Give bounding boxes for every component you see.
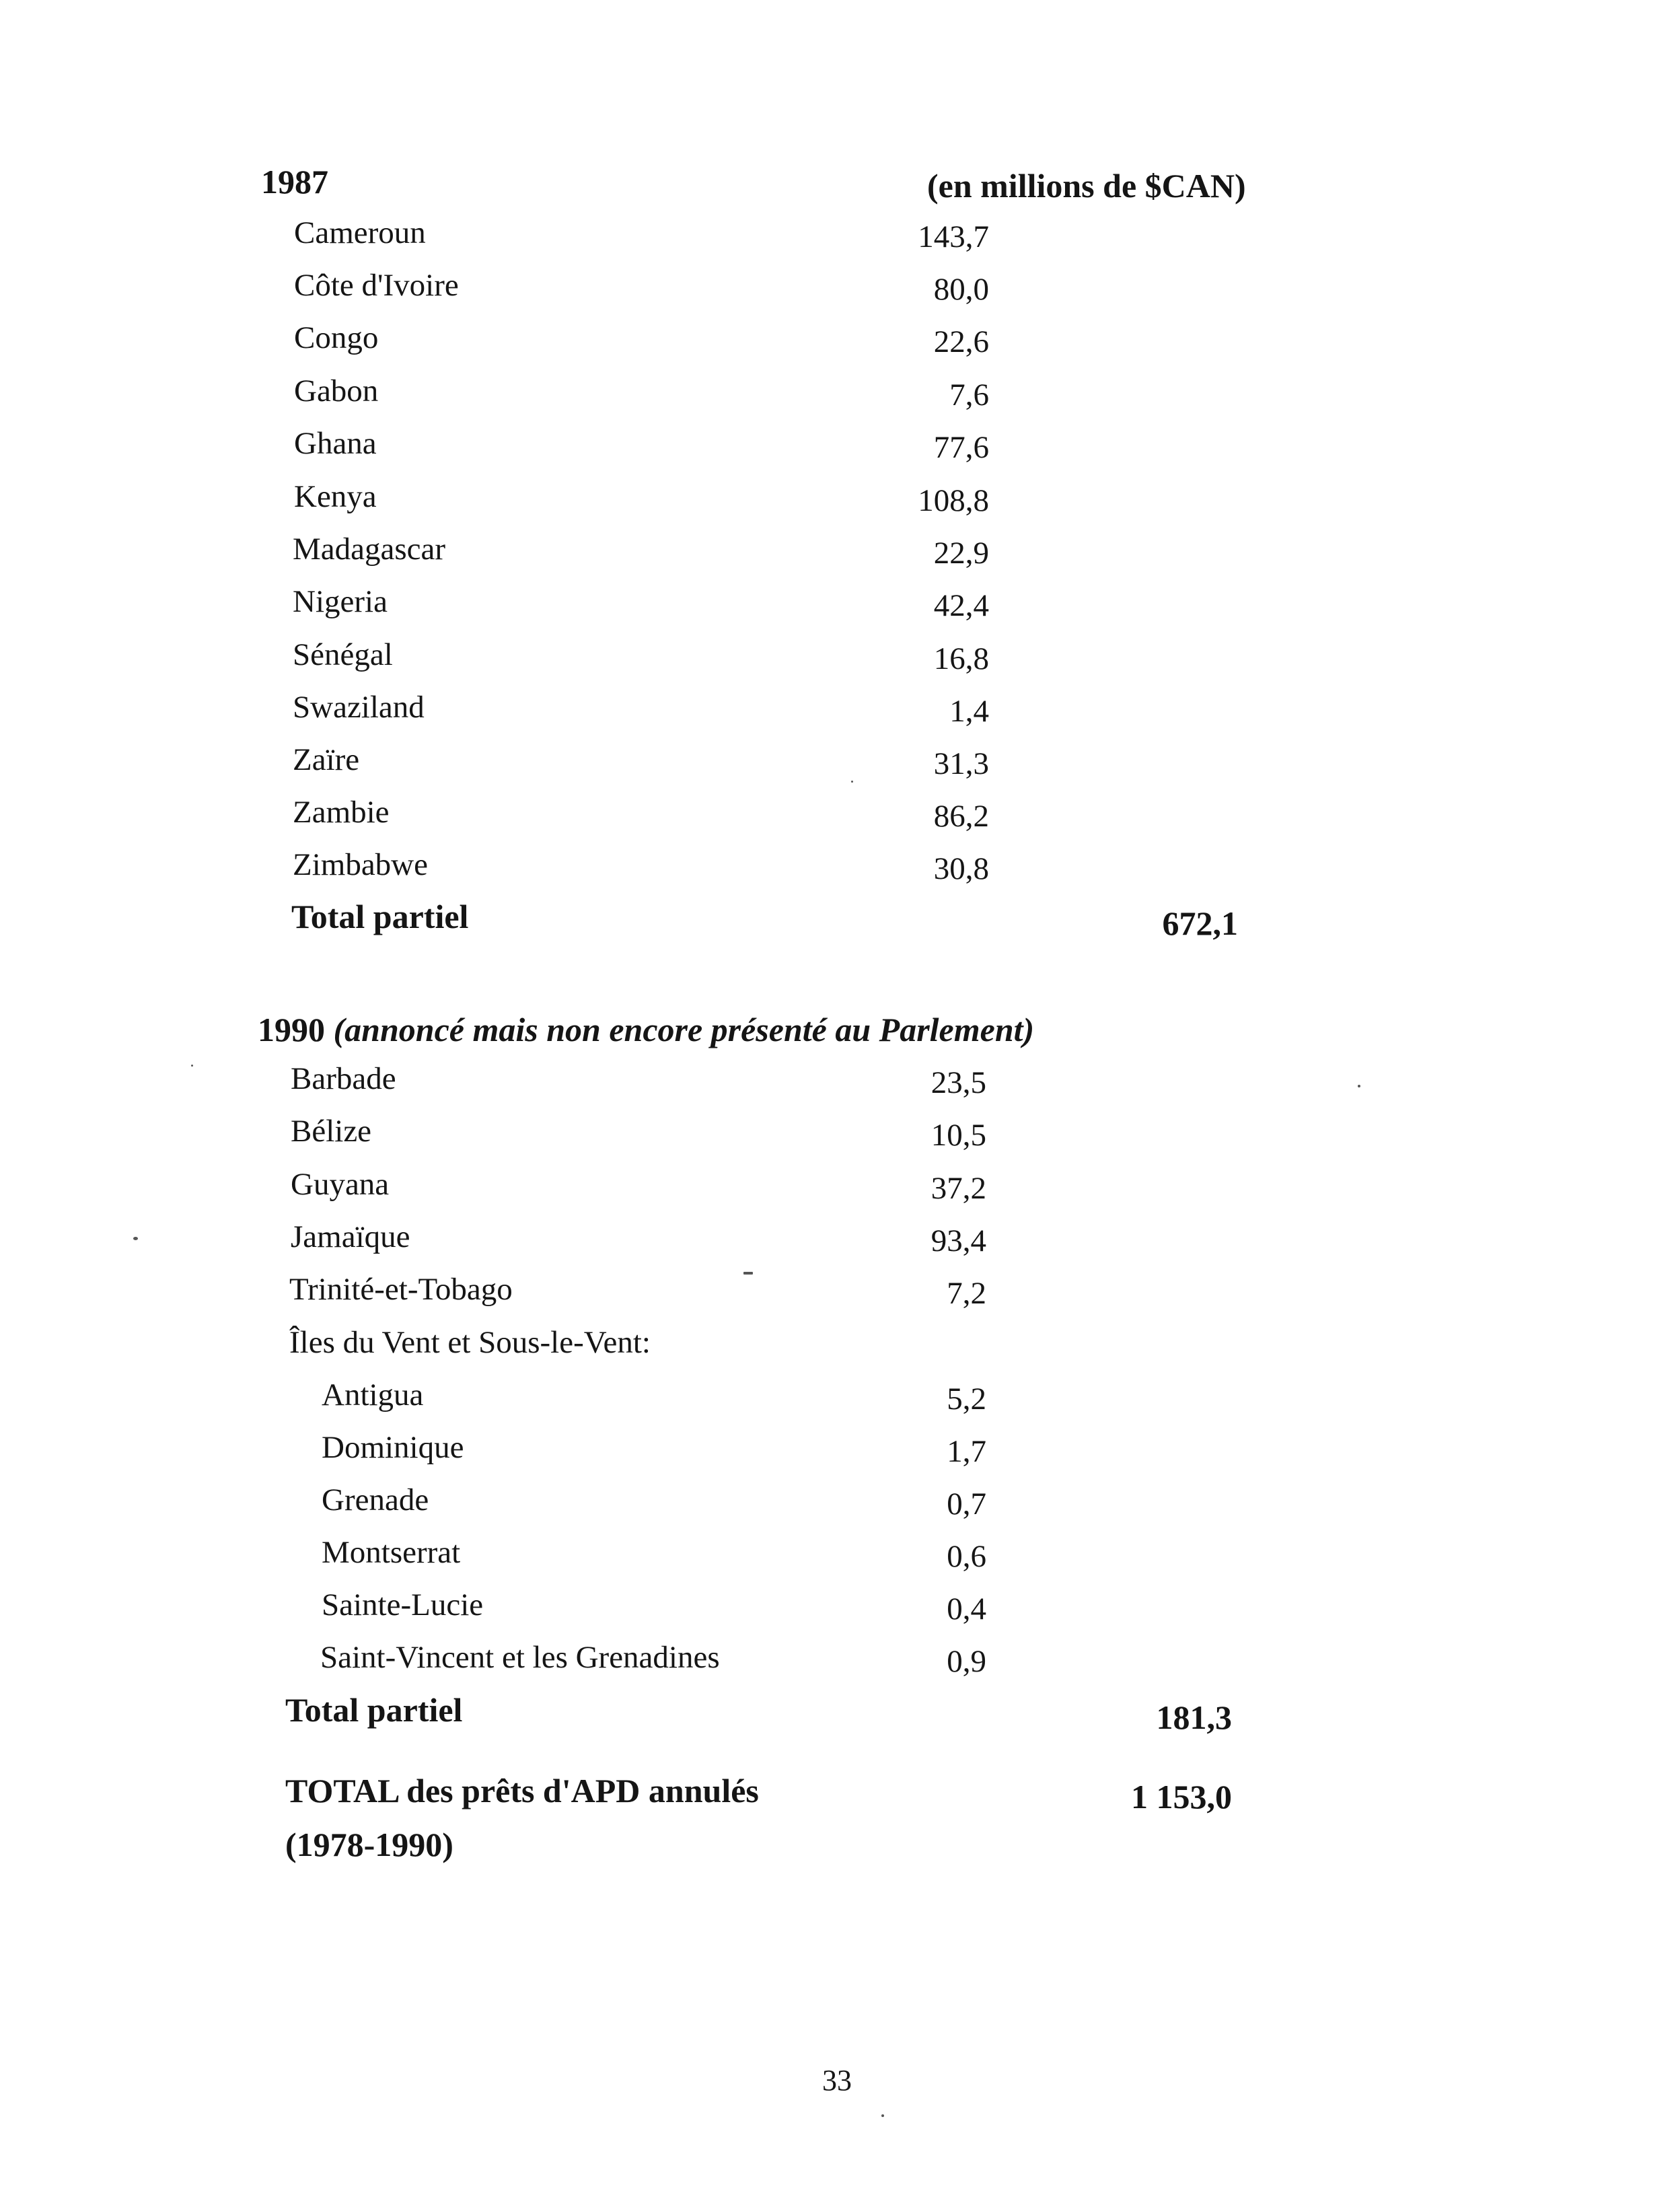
country-value: 143,7 <box>918 219 989 254</box>
scan-speck <box>1358 1085 1360 1087</box>
country-value: 86,2 <box>933 799 989 834</box>
country-label: Bélize <box>291 1114 372 1149</box>
country-label: Côte d'Ivoire <box>294 268 459 303</box>
country-label: Barbade <box>291 1061 396 1096</box>
section-1990-subtotal-value: 181,3 <box>1156 1698 1232 1736</box>
country-value: 37,2 <box>930 1171 986 1206</box>
section-1990-year: 1990 <box>258 1011 325 1048</box>
country-label: Jamaïque <box>291 1219 410 1254</box>
scan-speck <box>851 781 853 783</box>
country-value: 31,3 <box>933 746 989 781</box>
section-1990-note: (annoncé mais non encore présenté au Parlement) <box>333 1011 1035 1048</box>
country-value: 23,5 <box>930 1065 986 1100</box>
country-value: 16,8 <box>933 641 989 676</box>
country-label: Guyana <box>291 1167 390 1202</box>
unit-header: (en millions de $CAN) <box>927 167 1246 205</box>
country-value: 108,8 <box>918 483 989 518</box>
page-number: 33 <box>822 2064 852 2097</box>
scan-speck <box>133 1237 138 1240</box>
section-1990-heading <box>258 1013 1034 1046</box>
island-label: Montserrat <box>322 1535 461 1570</box>
country-label: Gabon <box>294 373 379 408</box>
country-label: Zaïre <box>293 742 360 777</box>
country-value: 42,4 <box>933 588 989 623</box>
country-value: 77,6 <box>933 430 989 465</box>
country-value: 1,4 <box>949 694 989 729</box>
country-label: Swaziland <box>293 690 425 725</box>
island-value: 5,2 <box>947 1382 986 1417</box>
island-value: 0,4 <box>947 1591 986 1626</box>
island-label: Sainte-Lucie <box>322 1587 484 1622</box>
grand-total-value: 1 153,0 <box>1131 1778 1232 1816</box>
island-value: 0,9 <box>947 1644 986 1679</box>
island-label: Grenade <box>322 1482 429 1517</box>
country-label: Zimbabwe <box>293 847 428 882</box>
island-value: 0,7 <box>947 1486 986 1521</box>
country-value: 22,6 <box>933 324 989 359</box>
group-label: Îles du Vent et Sous-le-Vent: <box>289 1325 651 1360</box>
country-value: 22,9 <box>933 536 989 571</box>
section-1987-year: 1987 <box>261 163 328 201</box>
scan-speck <box>191 1065 193 1067</box>
country-value: 7,6 <box>949 378 989 413</box>
section-1990-subtotal-label: Total partiel <box>285 1691 463 1729</box>
island-value: 0,6 <box>947 1539 986 1574</box>
island-label: Antigua <box>322 1377 424 1412</box>
section-1987-subtotal-value: 672,1 <box>1162 904 1238 942</box>
country-label: Kenya <box>294 479 377 514</box>
country-value: 93,4 <box>930 1223 986 1258</box>
country-label: Madagascar <box>293 532 446 567</box>
country-label: Nigeria <box>293 584 388 619</box>
country-label: Ghana <box>294 426 377 461</box>
island-label: Saint-Vincent et les Grenadines <box>320 1640 720 1675</box>
country-label: Cameroun <box>294 215 426 250</box>
grand-total-label-line2: (1978-1990) <box>285 1826 453 1863</box>
country-value: 7,2 <box>947 1276 986 1311</box>
country-value: 10,5 <box>930 1118 986 1153</box>
scan-speck <box>743 1272 753 1275</box>
country-label: Trinité-et-Tobago <box>289 1272 513 1307</box>
island-value: 1,7 <box>947 1434 986 1469</box>
section-1987-subtotal-label: Total partiel <box>291 898 469 935</box>
country-value: 80,0 <box>933 272 989 307</box>
country-value: 30,8 <box>933 851 989 886</box>
scan-speck <box>881 2114 884 2117</box>
country-label: Congo <box>294 320 379 355</box>
country-label: Sénégal <box>293 637 393 672</box>
country-label: Zambie <box>293 795 390 830</box>
grand-total-label-line1: TOTAL des prêts d'APD annulés <box>285 1772 759 1810</box>
island-label: Dominique <box>322 1430 464 1465</box>
